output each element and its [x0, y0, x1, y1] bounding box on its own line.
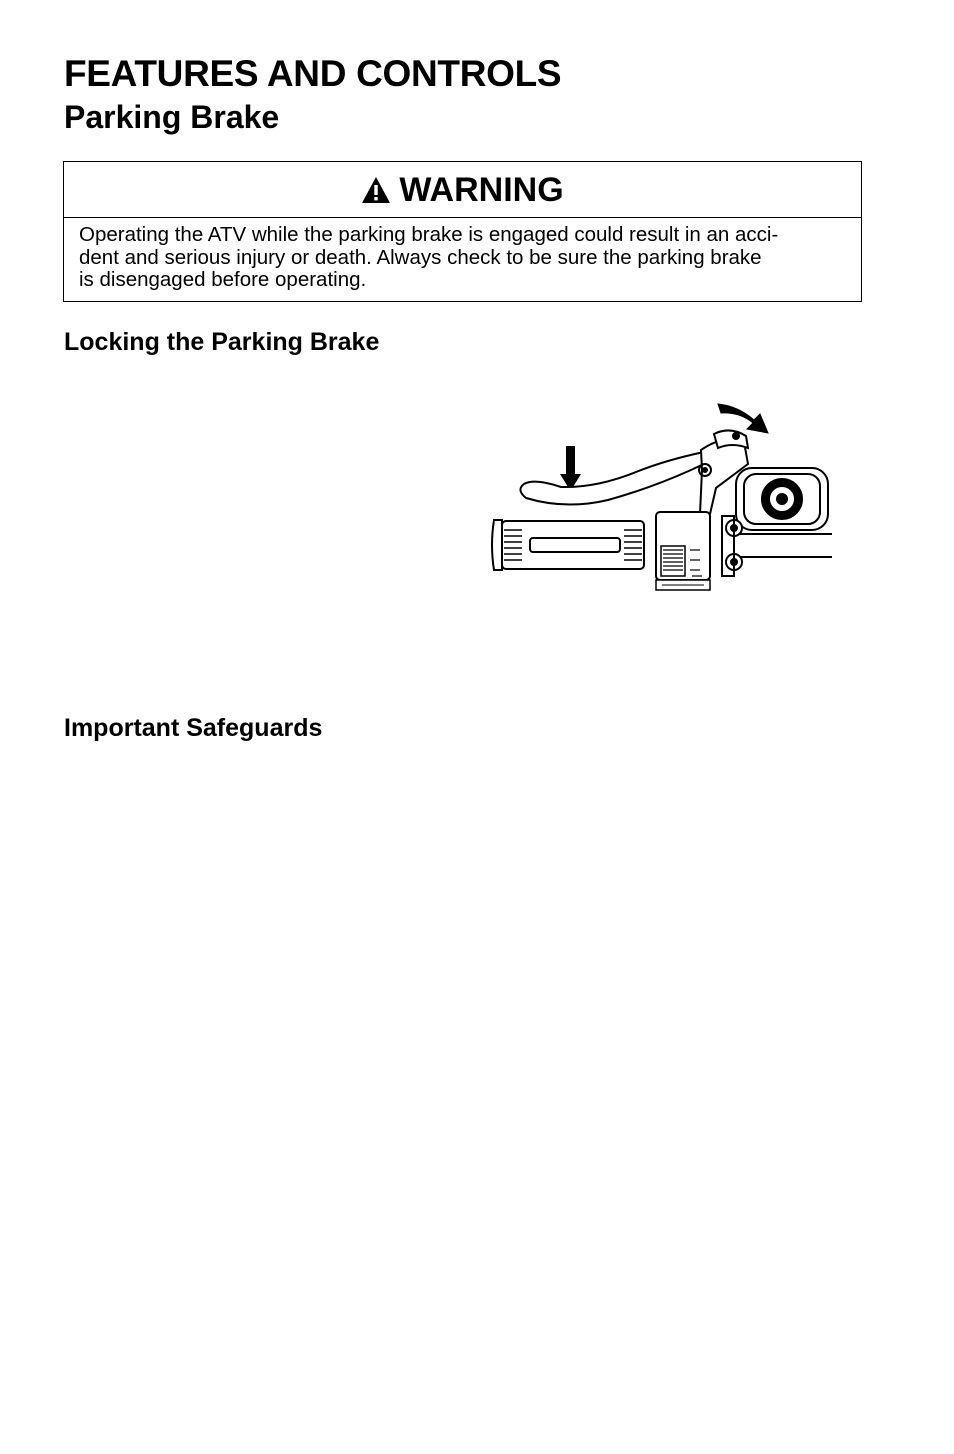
section-heading-safeguards: Important Safeguards — [64, 714, 323, 742]
warning-line: is disengaged before operating. — [79, 268, 367, 291]
section-heading-locking: Locking the Parking Brake — [64, 328, 380, 356]
warning-title: WARNING — [399, 170, 564, 209]
warning-triangle-icon — [361, 176, 391, 204]
warning-header — [64, 162, 861, 218]
handlebar-brake-lever-illustration — [486, 390, 832, 594]
brake-lever — [520, 452, 708, 505]
handlebar-grip — [492, 520, 502, 570]
warning-line: dent and serious injury or death. Always check to be sure the parking brake — [79, 245, 762, 269]
warning-box — [63, 161, 862, 302]
down-arrow-icon — [560, 446, 581, 491]
curved-arrow-icon — [718, 404, 768, 433]
warning-line: Operating the ATV while the parking brake is engaged could result in an acci- — [79, 223, 779, 246]
page-subtitle: Parking Brake — [64, 99, 280, 135]
page-title: FEATURES AND CONTROLS — [64, 53, 562, 94]
warning-body — [64, 218, 861, 292]
